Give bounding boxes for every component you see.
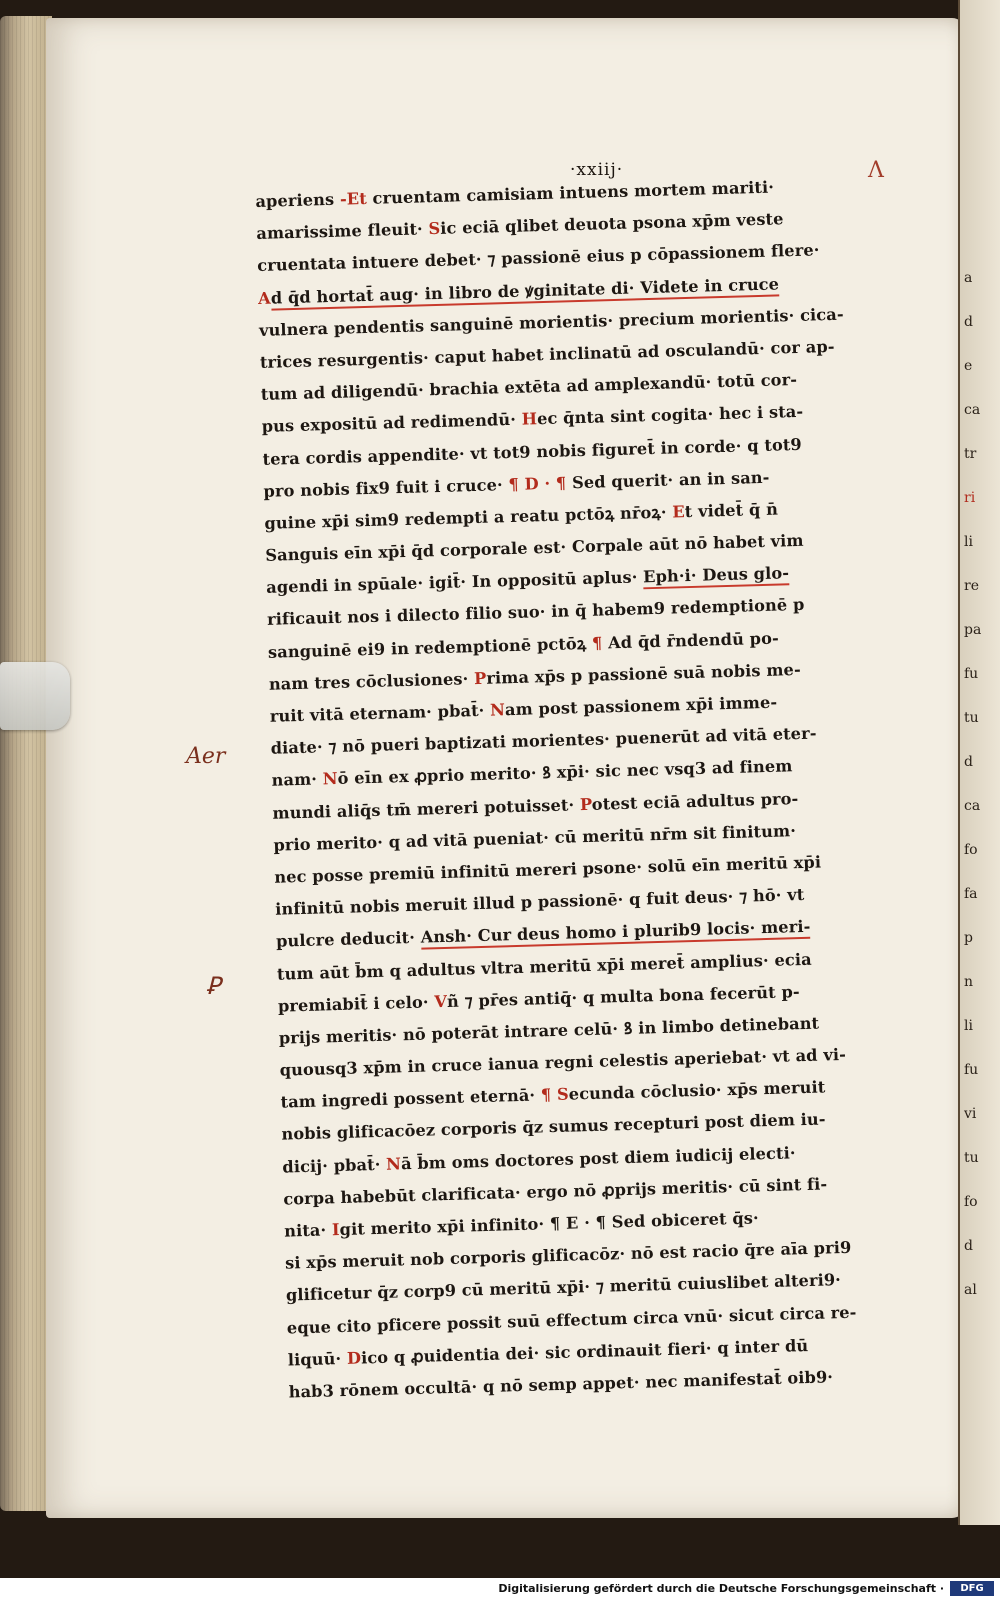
text-run: nobis glificacōez corporis q̄z sumus recepturi post diem iu- bbox=[281, 1109, 826, 1145]
facing-page-fragment: ca bbox=[964, 402, 981, 418]
facing-page-fragment: vi bbox=[964, 1106, 977, 1122]
rubric-initial: S bbox=[428, 219, 441, 239]
text-run: tam ingredi possent eternā· bbox=[280, 1085, 542, 1112]
text-run: rificauit nos i dilecto filio suo· in q̄ habem9 redemptionē p bbox=[266, 595, 805, 630]
facing-page-edge bbox=[958, 0, 1000, 1525]
text-run: ecunda cōclusio· xp̄s meruit bbox=[568, 1077, 826, 1104]
facing-page-fragment: li bbox=[964, 1018, 973, 1034]
text-run: vulnera pendentis sanguinē morientis· precium morientis· cica- bbox=[258, 304, 844, 340]
text-run: aperiens bbox=[255, 189, 341, 211]
facing-page-fragment: d bbox=[964, 754, 973, 770]
text-run: si xp̄s meruit nob corporis glificacōz· nō est racio q̄re aīa pri9 bbox=[284, 1237, 852, 1273]
text-run: eque cito pficere possit suū effectum circa vnū· sicut circa re- bbox=[286, 1302, 857, 1338]
text-run: nam tres cōclusiones· bbox=[268, 668, 475, 694]
facing-page-fragment: fo bbox=[964, 842, 978, 858]
text-run: glificetur q̄z corp9 cū meritū xp̄i· ⁊ meritū cuiuslibet alteri9· bbox=[285, 1270, 842, 1305]
rubric-initial: D bbox=[346, 1348, 362, 1368]
facing-page-fragment: re bbox=[964, 578, 979, 594]
facing-page-fragment: al bbox=[964, 1282, 977, 1298]
text-run: nam· bbox=[271, 769, 324, 791]
text-run: Sed querit· an in san- bbox=[566, 467, 770, 493]
text-run: liquū· bbox=[287, 1348, 348, 1370]
facing-page-fragment: pa bbox=[964, 622, 982, 638]
folio-number: ·xxiij· bbox=[570, 160, 624, 180]
facing-page-fragment: fo bbox=[964, 1194, 978, 1210]
margin-note-aer: Aer bbox=[186, 744, 226, 769]
text-run: cruentam camisiam intuens mortem mariti· bbox=[366, 177, 775, 208]
text-run: ec q̄nta sint cogita· hec i sta- bbox=[536, 402, 804, 429]
text-run: trices resurgentis· caput habet inclinatū ad osculandū· cor ap- bbox=[259, 336, 835, 372]
rubric-initial: H bbox=[521, 409, 538, 429]
text-run: hab3 rōnem occultā· q nō semp appet· nec manifestat̄ oib9· bbox=[288, 1367, 834, 1402]
text-block bbox=[255, 168, 939, 1409]
facing-page-fragment: p bbox=[964, 930, 973, 946]
facing-page-fragment: e bbox=[964, 358, 973, 374]
facing-page-fragment: fa bbox=[964, 886, 978, 902]
text-run: rima xp̄s p passionē suā nobis me- bbox=[486, 659, 802, 688]
text-run: d q̄d hortat̄ aug· in libro de ꝟginitate di· Videte in cruce bbox=[271, 274, 780, 310]
rubric-initial: E bbox=[672, 502, 686, 522]
rubric-initial: ¶ D · ¶ bbox=[508, 473, 567, 494]
text-run: pro nobis fix9 fuit i cruce· bbox=[263, 474, 509, 501]
facing-page-fragment: tu bbox=[964, 710, 979, 726]
text-run: prio merito· q ad vitā pueniat· cū meritū nr̄m sit finitum· bbox=[273, 820, 797, 855]
facing-page-fragment: ri bbox=[964, 490, 976, 506]
text-run: git merito xp̄i infinito· ¶ E · ¶ Sed obiceret q̄s· bbox=[339, 1208, 759, 1240]
text-run: dicij· pbat̄· bbox=[282, 1154, 387, 1177]
rubric-initial: ¶ S bbox=[540, 1084, 570, 1105]
rubric-initial: A bbox=[257, 288, 272, 308]
text-run: tum ad diligendū· brachia extēta ad amplexandū· totū cor- bbox=[260, 370, 798, 405]
dfg-logo: DFG bbox=[950, 1581, 994, 1596]
text-run: t videt̄ q̄ n̄ bbox=[684, 499, 779, 521]
text-run: Sanguis eīn xp̄i q̄d corporale est· Corpale aūt nō habet vim bbox=[265, 530, 804, 565]
text-run: quousq3 xp̄m in cruce ianua regni celestis aperiebat· vt ad vi- bbox=[279, 1044, 847, 1080]
rubric-initial: N bbox=[489, 700, 506, 720]
book-page-edges bbox=[0, 16, 52, 1511]
facing-page-fragment: a bbox=[964, 270, 973, 286]
facing-page-fragment: fu bbox=[964, 1062, 979, 1078]
margin-note-p: Ꝑ bbox=[206, 972, 221, 1000]
text-run: Ansh· Cur deus homo i plurib9 locis· meri- bbox=[420, 917, 810, 950]
text-run: tera cordis appendite· vt tot9 nobis figuret̄ in corde· q tot9 bbox=[262, 434, 803, 469]
rubric-initial: P bbox=[579, 794, 593, 814]
rubric-initial: P bbox=[473, 668, 487, 688]
pen-mark-top: Λ bbox=[868, 158, 884, 183]
text-run: sanguinē ei9 in redemptionē pctōꝝ bbox=[267, 633, 593, 662]
facing-page-fragment: tr bbox=[964, 446, 977, 462]
facing-page-fragment: d bbox=[964, 1238, 973, 1254]
text-run: nec posse premiū infinitū mereri psone· solū eīn meritū xp̄i bbox=[274, 852, 822, 887]
page-clip bbox=[0, 662, 70, 730]
rubric-initial: -Et bbox=[339, 188, 368, 209]
text-run: infinitū nobis meruit illud p passionē· q fuit deus· ⁊ hō· vt bbox=[274, 885, 805, 919]
text-run: ō eīn ex ꝓprio merito· ꝸ xp̄i· sic nec vsq3 ad finem bbox=[337, 756, 793, 789]
text-run: pulcre deducit· bbox=[275, 927, 421, 952]
footer-bar bbox=[0, 1578, 1000, 1600]
text-run: cruentata intuere debet· ⁊ passionē eius p cōpassionem flere· bbox=[256, 240, 820, 276]
rubric-initial: I bbox=[331, 1220, 340, 1240]
facing-page-fragment: tu bbox=[964, 1150, 979, 1166]
text-run: mundi aliq̄s tm̄ mereri potuisset· bbox=[272, 794, 581, 823]
text-run: agendi in spūale· igit̄· In oppositū aplus· bbox=[265, 567, 644, 598]
facing-page-fragment: ca bbox=[964, 798, 981, 814]
text-run: otest eciā adultus pro- bbox=[591, 788, 799, 814]
text-run: premiabit̄ i celo· bbox=[277, 992, 435, 1016]
facing-page-fragment: n bbox=[964, 974, 974, 990]
text-run: prijs meritis· nō poterāt intrare celū· ꝸ in limbo detinebant bbox=[278, 1013, 820, 1048]
footer-credit: Digitalisierung gefördert durch die Deutsche Forschungsgemeinschaft · bbox=[498, 1582, 944, 1595]
facing-page-fragment: d bbox=[964, 314, 973, 330]
text-run: ñ ⁊ pr̄es antiq̄· q multa bona fecerūt p- bbox=[446, 981, 800, 1011]
text-run: ruit vitā eternam· pbat̄· bbox=[269, 700, 491, 726]
facing-page-fragment: li bbox=[964, 534, 973, 550]
rubric-initial: N bbox=[385, 1153, 402, 1174]
facing-page-fragment: fu bbox=[964, 666, 979, 682]
text-run: am post passionem xp̄i imme- bbox=[504, 692, 778, 720]
text-run: tum aūt b̄m q adultus vltra meritū xp̄i meret̄ amplius· ecia bbox=[276, 949, 812, 984]
text-run: ā b̄m oms doctores post diem iudicij electi· bbox=[400, 1142, 796, 1173]
text-run: ic eciā qlibet deuota psona xp̄m veste bbox=[439, 209, 784, 239]
text-run: guine xp̄i sim9 redempti a reatu pctōꝝ nr̄oꝝ· bbox=[264, 502, 673, 533]
text-run: diate· ⁊ nō pueri baptizati morientes· puenerūt ad vitā eter- bbox=[270, 723, 817, 758]
text-run: corpa habebūt clarificata· ergo nō ꝓprijs meritis· cū sint fi- bbox=[283, 1174, 828, 1209]
rubric-initial: ¶ bbox=[591, 633, 603, 653]
rubric-initial: N bbox=[322, 769, 338, 789]
text-run: amarissime fleuit· bbox=[256, 219, 429, 244]
rubric-initial: V bbox=[434, 991, 448, 1011]
text-run: ico q ꝓuidentia dei· sic ordinauit fieri· q inter dū bbox=[360, 1335, 809, 1368]
text-run: nita· bbox=[283, 1220, 333, 1241]
text-run: pus expositū ad redimendū· bbox=[261, 409, 522, 437]
text-run: Ad q̄d r̄ndendū po- bbox=[602, 628, 780, 653]
text-run: Eph·i· Deus glo- bbox=[643, 563, 789, 589]
